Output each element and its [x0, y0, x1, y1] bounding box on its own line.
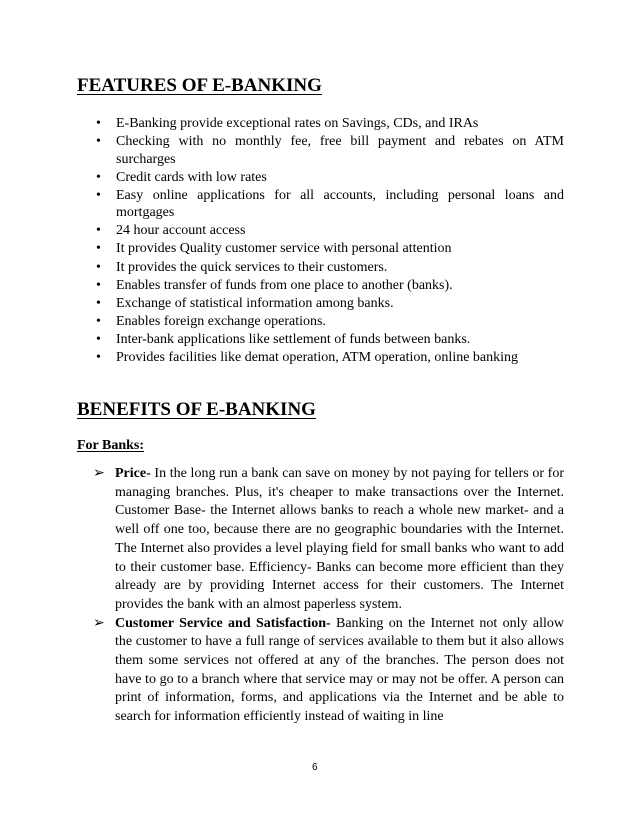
list-item-text: Enables foreign exchange operations.	[116, 313, 326, 329]
list-item-text: It provides the quick services to their customers.	[116, 259, 388, 275]
subsection-title: For Banks:	[77, 438, 145, 453]
list-item-text: Credit cards with low rates	[116, 169, 267, 185]
arrow-bullet-icon: ➢	[93, 615, 105, 631]
list-item-text: Enables transfer of funds from one place to another (banks).	[116, 277, 453, 293]
bullet-icon: •	[96, 277, 101, 293]
page-number: 6	[312, 762, 318, 773]
list-item-text: Easy online applications for all accounts, including personal loans and mortgages	[116, 187, 564, 221]
list-item	[93, 615, 564, 727]
list-item	[96, 277, 564, 295]
list-item-text: E-Banking provide exceptional rates on Savings, CDs, and IRAs	[116, 116, 479, 131]
bullet-icon: •	[96, 241, 101, 257]
list-item	[96, 133, 564, 168]
list-item	[93, 465, 564, 615]
benefits-list	[93, 465, 564, 727]
list-item-text: Provides facilities like demat operation, ATM operation, online banking	[116, 350, 519, 366]
bullet-icon: •	[96, 259, 101, 275]
benefit-text: In the long run a bank can save on money by not paying for tellers or for managing branches. Plus, it's cheaper to make transactions over the Internet. Customer Base- the Internet allows banks to reach a whole new market- and a well off one too, because there are no geographic boundaries with the Internet. The Internet also provides a level playing field for small banks who want to add to their customer base. Efficiency- Banks can become more efficient than they already are by providing Internet access for their customers. The Internet provides the bank with an almost paperless system.	[115, 466, 564, 612]
features-list	[96, 115, 564, 367]
list-item-text: It provides Quality customer service with personal attention	[116, 241, 452, 257]
bullet-icon: •	[96, 223, 101, 239]
list-item	[96, 187, 564, 222]
list-item	[96, 259, 564, 277]
list-item-text: Exchange of statistical information among banks.	[116, 295, 394, 311]
list-item	[96, 349, 564, 367]
list-item	[96, 331, 564, 349]
list-item-text: Checking with no monthly fee, free bill payment and rebates on ATM surcharges	[116, 134, 564, 167]
arrow-bullet-icon: ➢	[93, 466, 105, 481]
section-title-benefits: BENEFITS OF E-BANKING	[77, 399, 316, 420]
benefit-text: Banking on the Internet not only allow the customer to have a full range of services available to them but it also allows them some services not offered at any of the branches. The person does not have to go to a branch where that service may or may not be offer. A person can print of information, forms, and applications via the Internet and be able to search for information efficiently instead of waiting in line	[115, 615, 564, 725]
bullet-icon: •	[96, 116, 101, 131]
list-item-text: Inter-bank applications like settlement of funds between banks.	[116, 331, 471, 347]
list-item	[96, 169, 564, 187]
list-item	[96, 313, 564, 331]
benefit-label: Price-	[115, 466, 151, 481]
list-item	[96, 240, 564, 258]
bullet-icon: •	[96, 187, 101, 203]
bullet-icon: •	[96, 134, 101, 150]
bullet-icon: •	[96, 295, 101, 311]
bullet-icon: •	[96, 169, 101, 185]
list-item	[96, 295, 564, 313]
bullet-icon: •	[96, 331, 101, 347]
list-item-text: 24 hour account access	[116, 223, 246, 239]
benefit-label: Customer Service and Satisfaction-	[115, 615, 331, 631]
list-item	[96, 222, 564, 240]
bullet-icon: •	[96, 313, 101, 329]
bullet-icon: •	[96, 350, 101, 366]
list-item	[96, 115, 564, 133]
section-title-features: FEATURES OF E-BANKING	[77, 75, 322, 96]
